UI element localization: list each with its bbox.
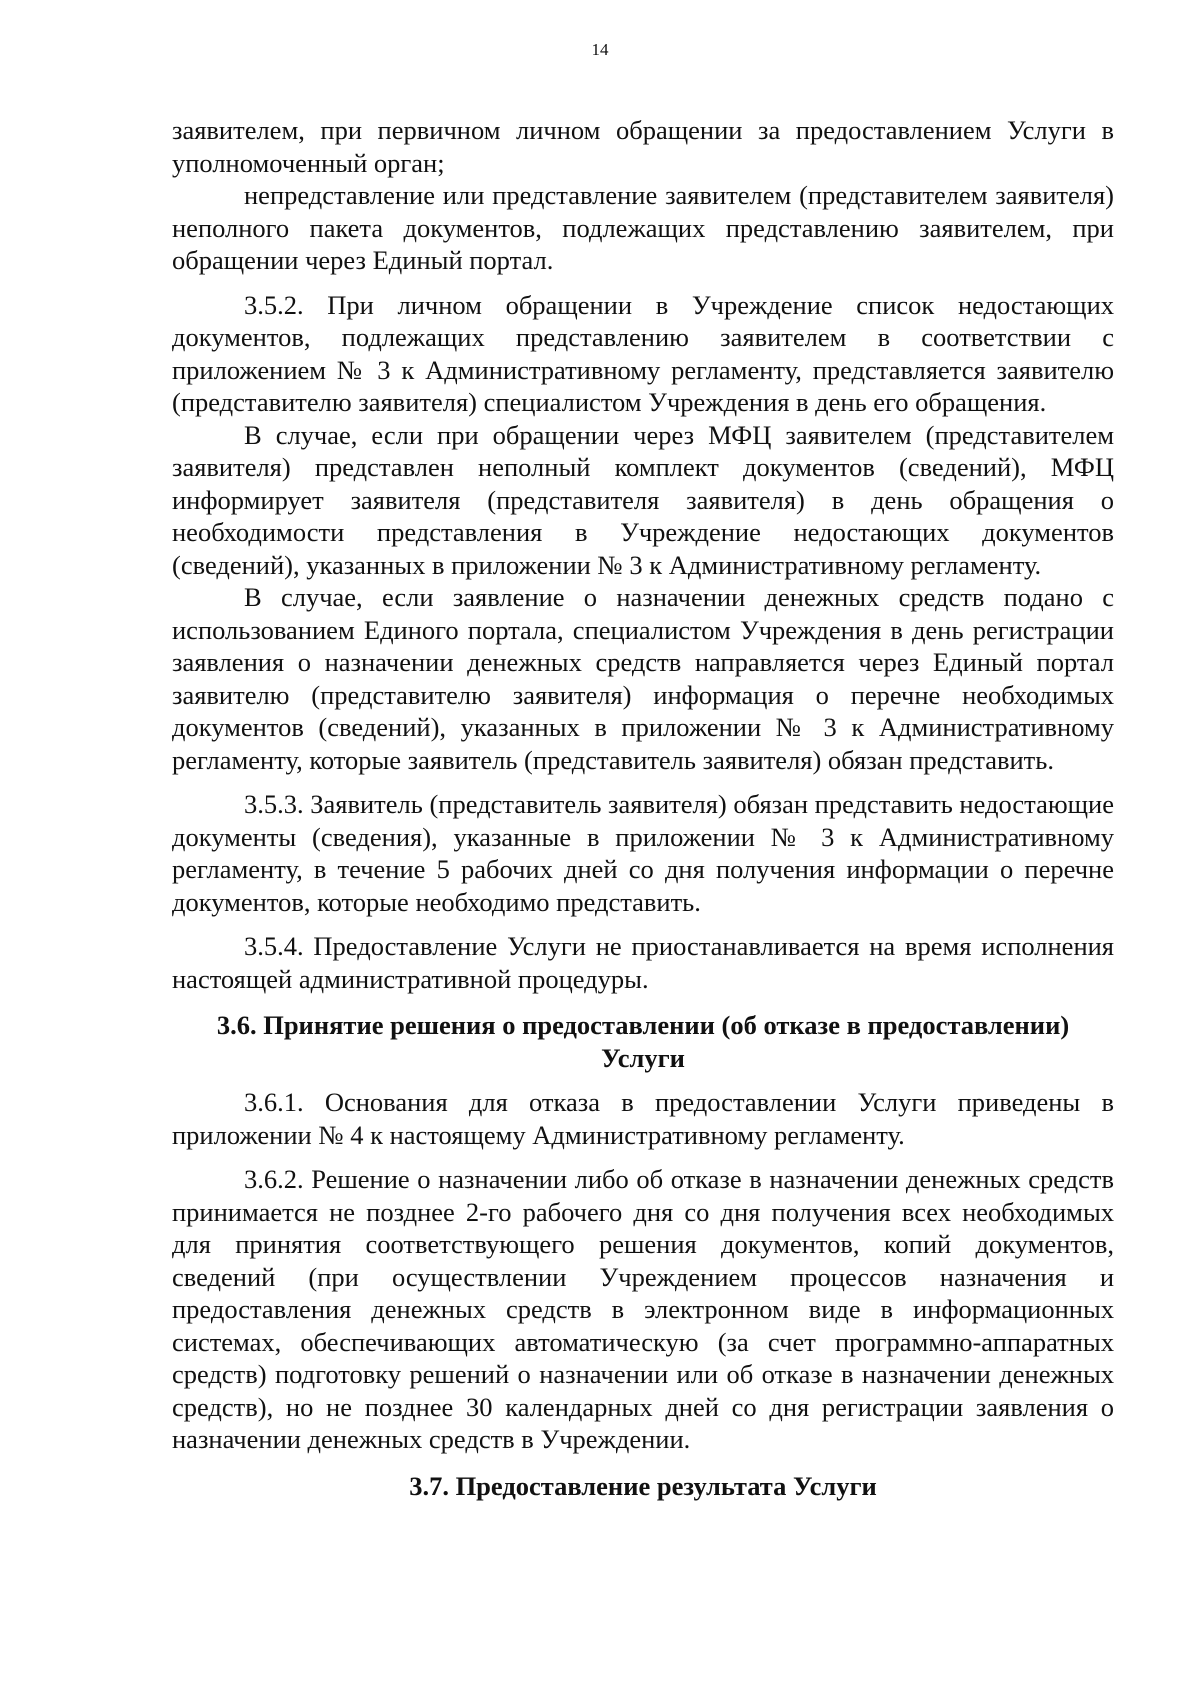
paragraph: В случае, если заявление о назначении денежных средств подано с использованием Единого портала, специалистом Учреждения в день регистрации заявления о назначении денежных средств направляется через Единый портал заявителю (представителю заявителя) информация о перечне необходимых документов (сведений), указанных в приложении № 3 к Административному регламенту, которые заявитель (представитель заявителя) обязан представить. xyxy=(172,582,1114,775)
paragraph-3-6-2: 3.6.2. Решение о назначении либо об отказе в назначении денежных средств принимается не позднее 2-го рабочего дня со дня получения всех необходимых для принятия соответствующего решения документов, копий документов, сведений (при осуществлении Учреждением процессов назначения и предоставления денежных средств в электронном виде в информационных системах, обеспечивающих автоматическую (за счет программно-аппаратных средств) подготовку решений о назначении или об отказе в назначении денежных средств), но не позднее 30 календарных дней со дня регистрации заявления о назначении денежных средств в Учреждении. xyxy=(172,1164,1114,1454)
paragraph-3-5-2: 3.5.2. При личном обращении в Учреждение список недостающих документов, подлежащих представлению заявителем в соответствии с приложением № 3 к Административному регламенту, представляется заявителю (представителю заявителя) специалистом Учреждения в день его обращения. xyxy=(172,289,1114,417)
document-body xyxy=(172,114,1114,1514)
section-heading-3-7: 3.7. Предоставление результата Услуги xyxy=(409,1470,877,1501)
paragraph-3-5-4: 3.5.4. Предоставление Услуги не приостанавливается на время исполнения настоящей административной процедуры. xyxy=(172,931,1114,994)
paragraph: непредставление или представление заявителем (представителем заявителя) неполного пакета документов, подлежащих представлению заявителем, при обращении через Единый портал. xyxy=(172,180,1114,275)
paragraph-3-6-1: 3.6.1. Основания для отказа в предоставлении Услуги приведены в приложении № 4 к настоящему Административному регламенту. xyxy=(172,1087,1114,1150)
page-number: 14 xyxy=(591,40,609,59)
paragraph: В случае, если при обращении через МФЦ заявителем (представителем заявителя) представлен неполный комплект документов (сведений), МФЦ информирует заявителя (представителя заявителя) в день обращения о необходимости представления в Учреждение недостающих документов (сведений), указанных в приложении № 3 к Административному регламенту. xyxy=(172,419,1114,580)
paragraph: заявителем, при первичном личном обращении за предоставлением Услуги в уполномоченный орган; xyxy=(172,115,1114,178)
section-heading-3-6: 3.6. Принятие решения о предоставлении (об отказе в предоставлении) Услуги xyxy=(216,1010,1070,1073)
paragraph-3-5-3: 3.5.3. Заявитель (представитель заявителя) обязан представить недостающие документы (сведения), указанные в приложении № 3 к Административному регламенту, в течение 5 рабочих дней со дня получения информации о перечне документов, которые необходимо представить. xyxy=(172,789,1114,917)
